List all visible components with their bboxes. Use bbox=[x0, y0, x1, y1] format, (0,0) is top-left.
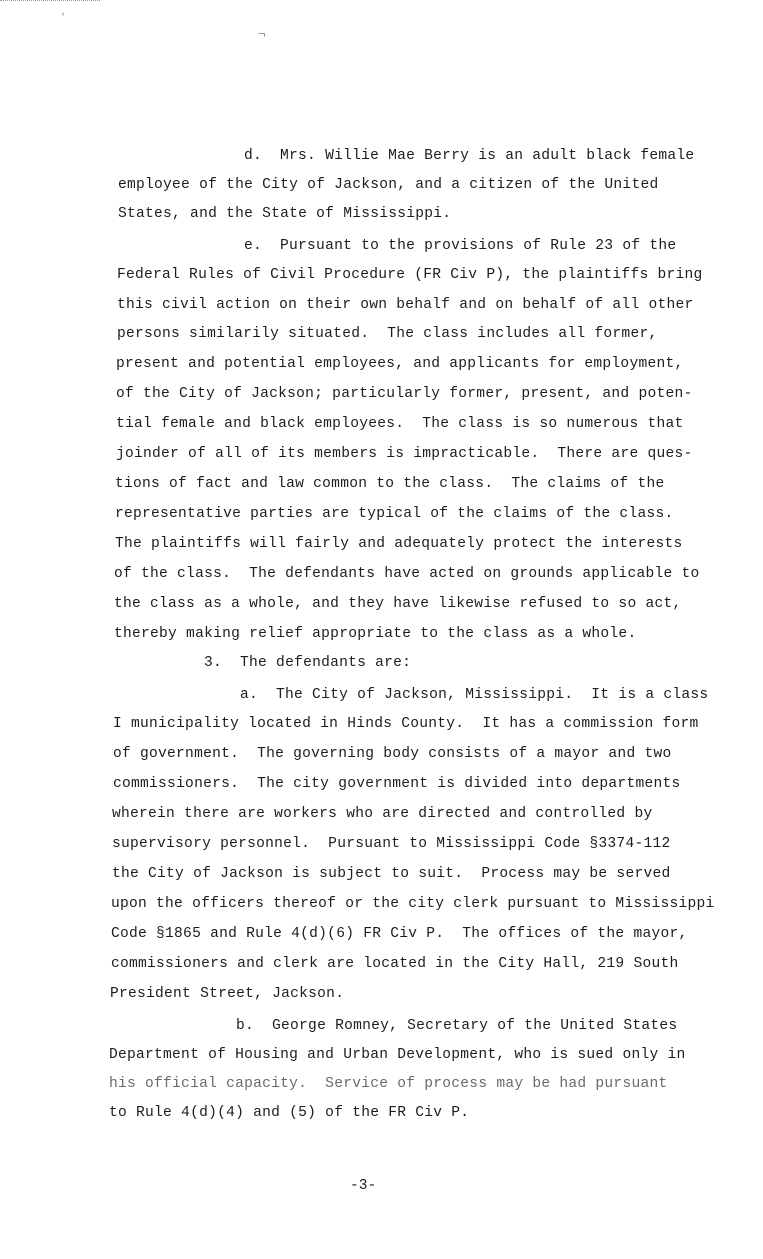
text-line: thereby making relief appropriate to the class as a whole. bbox=[114, 626, 637, 642]
text-line: tions of fact and law common to the class. The claims of the bbox=[115, 476, 665, 492]
text-line: of government. The governing body consists of a mayor and two bbox=[113, 746, 672, 762]
text-line: upon the officers thereof or the city clerk pursuant to Mississippi bbox=[111, 896, 715, 912]
text-line: of the City of Jackson; particularly former, present, and poten- bbox=[116, 386, 693, 402]
text-line: this civil action on their own behalf and on behalf of all other bbox=[117, 297, 694, 313]
text-line: 3. The defendants are: bbox=[204, 655, 412, 671]
text-line: d. Mrs. Willie Mae Berry is an adult black female bbox=[244, 148, 695, 164]
text-line: I municipality located in Hinds County. It has a commission form bbox=[113, 716, 699, 732]
top-edge-dots bbox=[0, 0, 100, 2]
text-line: e. Pursuant to the provisions of Rule 23 of the bbox=[244, 238, 677, 254]
text-line: The plaintiffs will fairly and adequately protect the interests bbox=[115, 536, 683, 552]
text-line: supervisory personnel. Pursuant to Mississippi Code §3374-112 bbox=[112, 836, 671, 852]
text-line: the class as a whole, and they have likewise refused to so act, bbox=[114, 596, 682, 612]
text-line: the City of Jackson is subject to suit. Process may be served bbox=[112, 866, 671, 882]
text-line: his official capacity. Service of process may be had pursuant bbox=[109, 1076, 668, 1092]
text-line: Code §1865 and Rule 4(d)(6) FR Civ P. The offices of the mayor, bbox=[111, 926, 688, 942]
text-line: present and potential employees, and applicants for employment, bbox=[116, 356, 684, 372]
text-line: of the class. The defendants have acted on grounds applicable to bbox=[114, 566, 700, 582]
text-line: joinder of all of its members is impracticable. There are ques- bbox=[116, 446, 693, 462]
scan-mark: ¬ bbox=[258, 27, 266, 42]
text-line: wherein there are workers who are directed and controlled by bbox=[112, 806, 653, 822]
text-line: to Rule 4(d)(4) and (5) of the FR Civ P. bbox=[109, 1105, 470, 1121]
text-line: persons similarily situated. The class includes all former, bbox=[117, 326, 658, 342]
text-line: a. The City of Jackson, Mississippi. It is a class bbox=[240, 687, 709, 703]
scan-speck: ' bbox=[60, 13, 67, 24]
text-line: tial female and black employees. The class is so numerous that bbox=[116, 416, 684, 432]
text-line: Department of Housing and Urban Development, who is sued only in bbox=[109, 1047, 686, 1063]
text-line: President Street, Jackson. bbox=[110, 986, 345, 1002]
page-number: -3- bbox=[350, 1178, 377, 1194]
text-line: States, and the State of Mississippi. bbox=[118, 206, 452, 222]
text-line: employee of the City of Jackson, and a citizen of the United bbox=[118, 177, 659, 193]
text-line: Federal Rules of Civil Procedure (FR Civ P), the plaintiffs bring bbox=[117, 267, 703, 283]
text-line: commissioners and clerk are located in the City Hall, 219 South bbox=[111, 956, 679, 972]
text-line: representative parties are typical of the claims of the class. bbox=[115, 506, 674, 522]
text-line: commissioners. The city government is divided into departments bbox=[113, 776, 681, 792]
text-line: b. George Romney, Secretary of the United States bbox=[236, 1018, 678, 1034]
